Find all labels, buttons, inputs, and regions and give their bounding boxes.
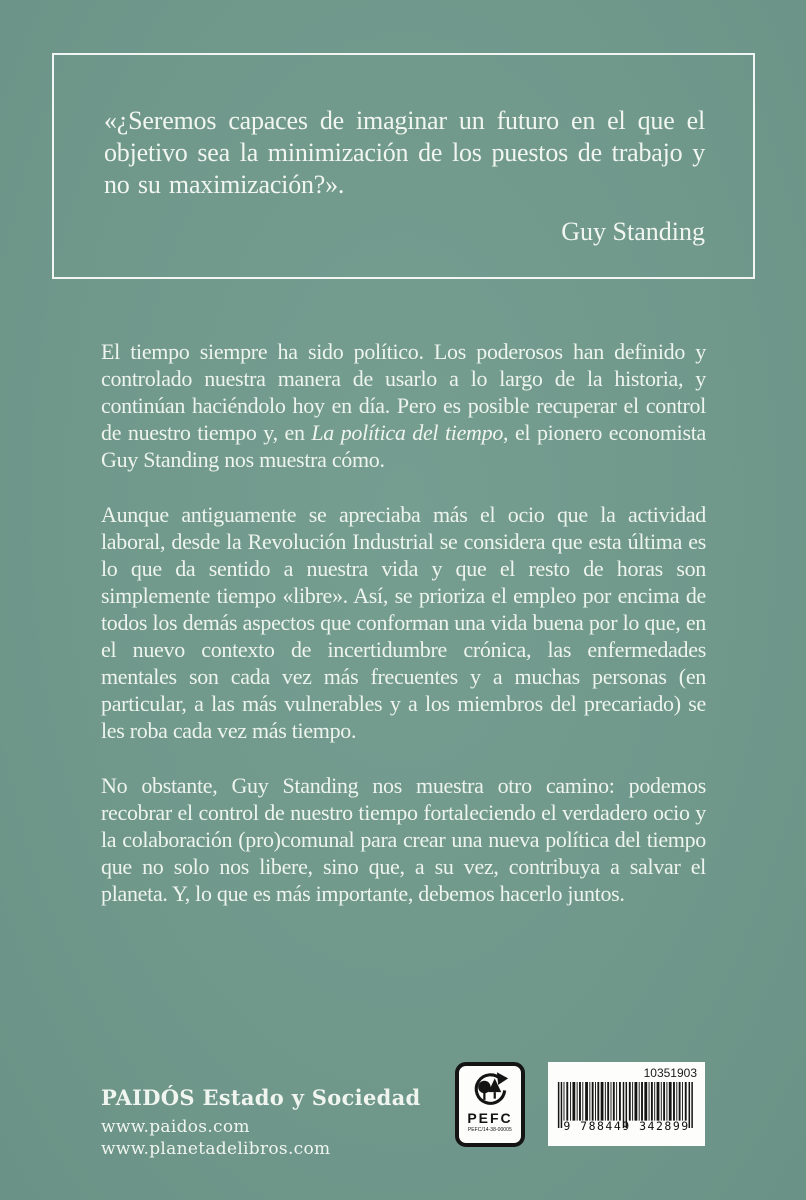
isbn-barcode [548, 1062, 705, 1146]
synopsis [101, 338, 706, 907]
quote-box [52, 53, 755, 279]
paidos-url: www.paidos.com [101, 1117, 250, 1137]
synopsis-paragraph-3: No obstante, Guy Standing nos muestra otro camino: podemos recobrar el control de nuestro tiempo fortaleciendo el verdadero ocio y la colaboración (pro)comunal para crear una nueva política del tiempo que no solo nos libere, sino que, a su vez, contribuya a salvar el planeta. Y, lo que es más importante, debemos hacerlo juntos. [101, 773, 706, 906]
publisher-collection: PAIDÓS Estado y Sociedad [101, 1085, 421, 1110]
pefc-certification-badge [455, 1062, 525, 1147]
quote-attribution: Guy Standing [561, 217, 705, 246]
barcode-edition-number: 10351903 [643, 1066, 697, 1080]
pefc-logo-icon [471, 1071, 509, 1109]
pefc-certificate-number: PEFC/14-38-00005 [468, 1127, 512, 1133]
book-title-italic: La política del tiempo [311, 420, 504, 445]
synopsis-paragraph-2: Aunque antiguamente se apreciaba más el ocio que la actividad laboral, desde la Revolución Industrial se considera que esta última es lo que da sentido a nuestra vida y que el resto de horas son simplemente tiempo «libre». Así, se prioriza el empleo por encima de todos los demás aspectos que conforman una vida buena por lo que, en el nuevo contexto de incertidumbre crónica, las enfermedades mentales son cada vez más frecuentes y a muchas personas (en particular, a las más vulnerables y a los miembros del precariado) se les roba cada vez más tiempo. [101, 502, 706, 743]
paragraph-1-text-before-title: El tiempo siempre ha sido político. Los poderosos han definido y controlado nuestra manera de usarlo a lo largo de la historia, y continúan haciéndolo hoy en día. Pero es posible recuperar el control de nuestro tiempo y, en [101, 339, 706, 445]
pefc-label: PEFC [467, 1110, 513, 1126]
isbn-digits: 9 788449 342899 [563, 1119, 690, 1133]
planetadelibros-url: www.planetadelibros.com [101, 1139, 331, 1159]
paragraph-1-text-after-title: , el pionero economista Guy Standing nos muestra cómo. [101, 420, 706, 472]
synopsis-paragraph-1 [101, 338, 706, 473]
publisher-block [101, 1085, 420, 1160]
quote-text: «¿Seremos capaces de imaginar un futuro en el que el objetivo sea la minimización de los puestos de trabajo y no su maximización?». [104, 106, 705, 199]
